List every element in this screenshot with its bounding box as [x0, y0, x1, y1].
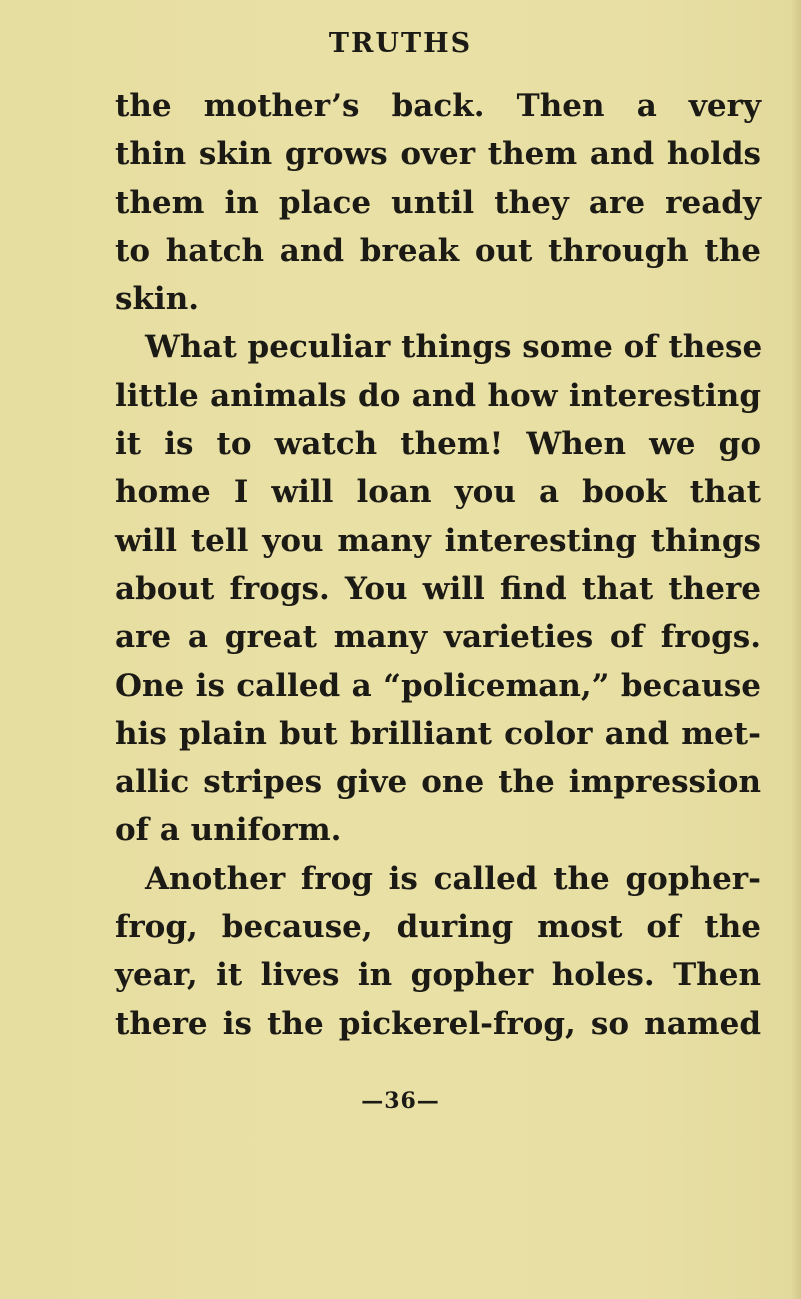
text-line: about frogs. You will find that there: [115, 570, 761, 607]
running-head: TRUTHS: [328, 28, 473, 59]
text-line: home I will loan you a book that: [115, 474, 761, 511]
text-line: thin skin grows over them and holds: [115, 136, 761, 173]
text-line: One is called a “policeman,” because: [115, 667, 761, 704]
text-line: skin.: [115, 281, 200, 318]
text-line: there is the pickerel-frog, so named: [115, 1005, 761, 1042]
text-line: frog, because, during most of the: [115, 909, 761, 946]
page-number: —36—: [361, 1088, 440, 1114]
text-line: them in place until they are ready: [115, 184, 761, 221]
text-line: are a great many varieties of frogs.: [115, 619, 761, 656]
text-line: allic stripes give one the impression: [115, 764, 761, 801]
text-line: it is to watch them! When we go: [115, 426, 761, 463]
text-line: year, it lives in gopher holes. Then: [115, 957, 761, 994]
text-line: his plain but brilliant color and met-: [115, 715, 761, 752]
text-line: little animals do and how interesting: [115, 377, 761, 414]
text-line: of a uniform.: [115, 812, 342, 849]
body-text: [115, 82, 761, 1048]
text-line: to hatch and break out through the: [115, 232, 761, 269]
text-line: Another frog is called the gopher-: [145, 860, 761, 897]
page-edge-shadow: [791, 0, 801, 1299]
text-line: the mother’s back. Then a very: [115, 88, 761, 124]
text-line: What peculiar things some of these: [145, 329, 763, 366]
text-line: will tell you many interesting things: [115, 522, 761, 559]
